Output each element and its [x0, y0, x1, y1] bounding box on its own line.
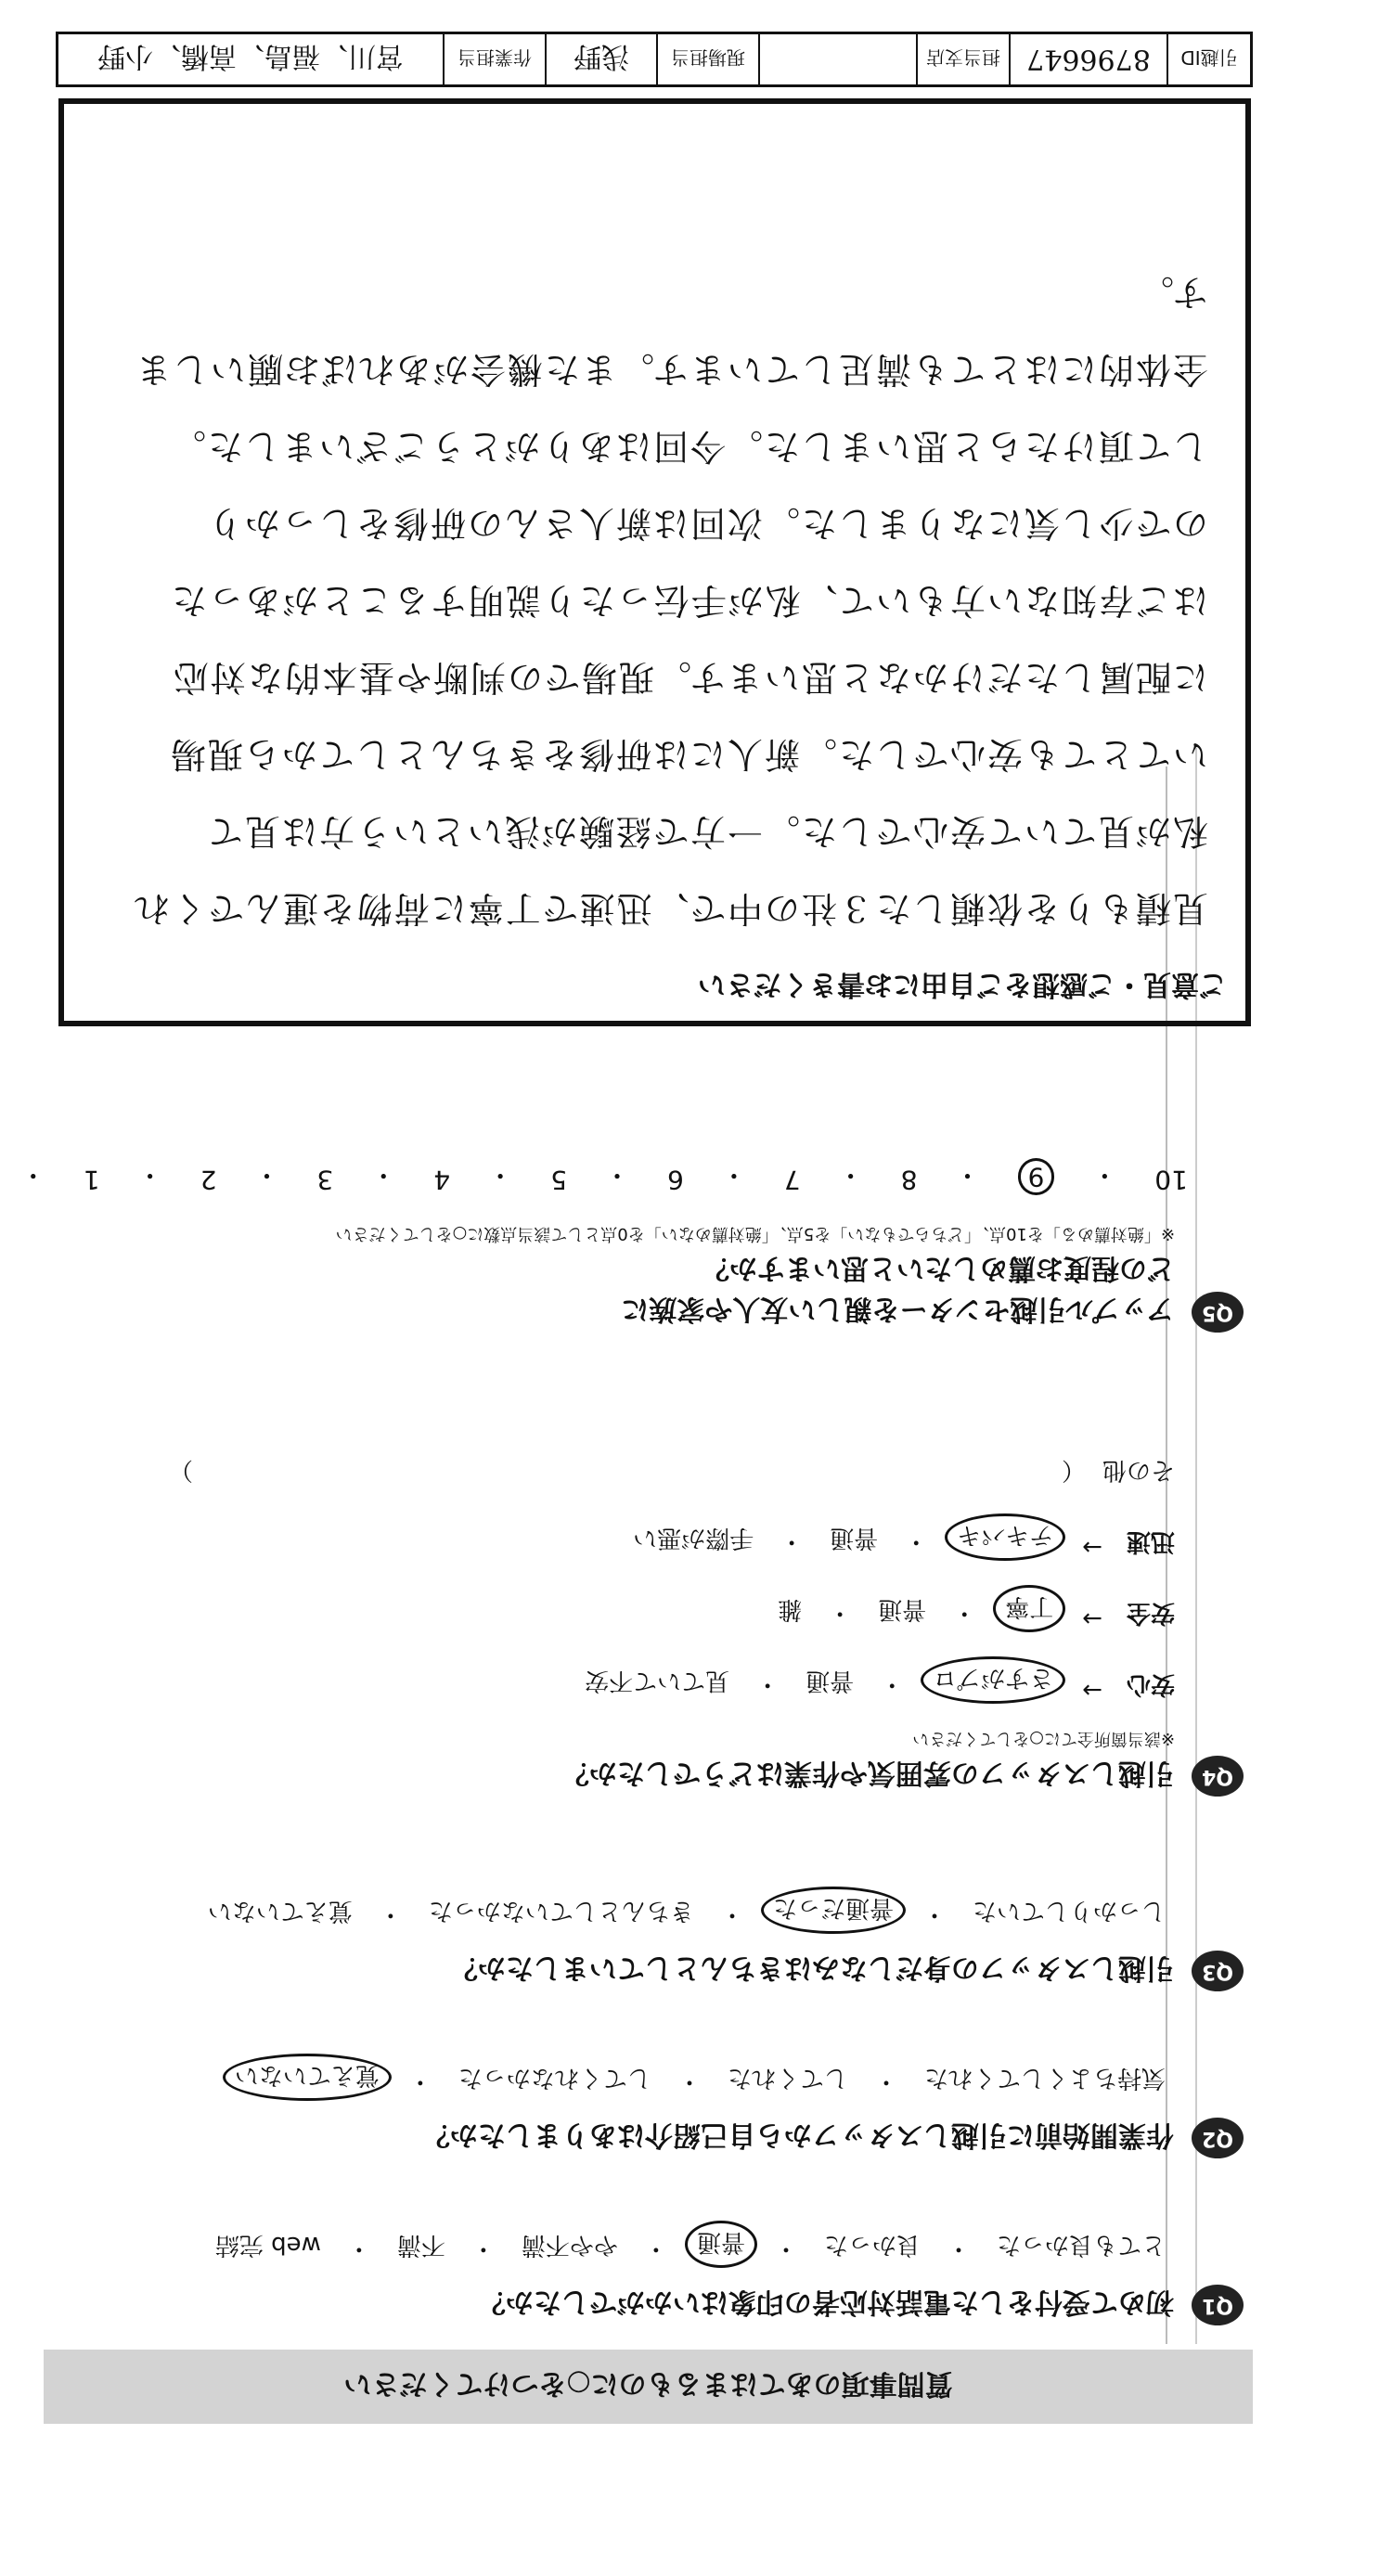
- q4-row-label: 安心: [1126, 1670, 1175, 1698]
- leader-value[interactable]: 浅野: [545, 34, 656, 84]
- q1-options: とても良かった ・ 良かった ・ 普通 ・ やや不満 ・ 不満 ・ web 完結: [130, 2221, 1175, 2268]
- q5-text-1: アップル引越センターを親しい友人や家族に: [621, 1293, 1174, 1325]
- question-1: [130, 2221, 1244, 2325]
- q4-option[interactable]: 普通: [830, 1524, 879, 1552]
- comment-title: ご意見・ご感想をご自由にお書きください: [698, 968, 1227, 1000]
- q4-option-selected[interactable]: テキパキ: [945, 1513, 1065, 1561]
- q3-option[interactable]: しっかりしていた: [972, 1897, 1166, 1925]
- branch-label: 担当支店: [916, 34, 1009, 84]
- comment-box: [58, 98, 1251, 1026]
- comment-line: ので少し気になりました。次回は新人さんの研修をしっかり: [205, 503, 1208, 544]
- q1-option[interactable]: とても良かった: [996, 2231, 1166, 2259]
- q2-option[interactable]: 気持ちよくしてくれた: [923, 2064, 1166, 2092]
- branch-value[interactable]: [758, 34, 916, 84]
- q4-row-label: 安全: [1126, 1599, 1175, 1627]
- comment-line: に配属しただけかなと思います。現場での判断や基本的な対応: [172, 657, 1208, 698]
- arrow-icon: →: [1082, 1604, 1102, 1632]
- q1-option[interactable]: やや不満: [521, 2231, 618, 2259]
- q4-row-other: その他 （ ）: [130, 1455, 1175, 1489]
- q4-row-anshin: 安心 → さすがプロ ・ 普通 ・ 見ていて不安: [130, 1656, 1175, 1704]
- q4-option[interactable]: 普通: [878, 1595, 927, 1623]
- score-10[interactable]: 10: [1154, 1165, 1188, 1195]
- q4-note: ※該当箇所全てに○をしてください: [912, 1729, 1175, 1748]
- q4-badge: Q4: [1192, 1756, 1244, 1797]
- instruction-text: 質問事項のあてはまるものに○をつけてください: [343, 2367, 953, 2400]
- q4-option[interactable]: 見ていて不安: [585, 1667, 730, 1694]
- instruction-banner: [44, 2350, 1253, 2424]
- q2-options: 気持ちよくしてくれた ・ してくれた ・ してくれなかった ・ 覚えていない: [130, 2054, 1175, 2101]
- q1-option-selected[interactable]: 普通: [685, 2221, 757, 2268]
- id-value[interactable]: 8796647: [1009, 34, 1166, 84]
- comment-line: いてとても安心でした。新人には研修をきちんとしてから現場: [168, 734, 1208, 775]
- comment-line: 全体的にはとても満足しています。また機会があればお願いします。: [135, 272, 1208, 390]
- q3-option[interactable]: きちんとしていなかった: [428, 1897, 694, 1925]
- q1-option[interactable]: 不満: [396, 2231, 445, 2259]
- arrow-icon: →: [1082, 1533, 1102, 1561]
- q4-option-selected[interactable]: 丁寧: [993, 1585, 1065, 1632]
- q3-text: 引越しスタッフの身だしなみはきちんとしていましたか？: [449, 1951, 1174, 1984]
- q4-row-anzen: 安全 → 丁寧 ・ 普通 ・ 雑: [130, 1585, 1175, 1632]
- q3-options: しっかりしていた ・ 普通だった ・ きちんとしていなかった ・ 覚えていない: [130, 1887, 1175, 1934]
- q4-option[interactable]: 普通: [806, 1667, 855, 1694]
- q4-other-label: その他: [1102, 1456, 1175, 1484]
- leader-label: 現場担当: [656, 34, 758, 84]
- staff-value[interactable]: 宮川、福島、高橋、小野: [97, 40, 404, 72]
- q4-option[interactable]: 手際が悪い: [633, 1524, 754, 1552]
- comment-line: 私が見ていて安心でした。一方で経験が浅いという方は見て: [205, 811, 1208, 852]
- comment-line: 見積もりを依頼した３社の中で、迅速で丁寧に荷物を運んでくれ: [132, 888, 1208, 929]
- staff-label: 作業担当: [443, 34, 545, 84]
- score-5[interactable]: 5: [550, 1165, 567, 1195]
- q3-option[interactable]: 覚えていない: [207, 1897, 353, 1925]
- q4-text: 引越しスタッフの雰囲気や作業はどうでしたか？: [561, 1757, 1174, 1789]
- score-1[interactable]: 1: [83, 1165, 100, 1195]
- q4-row-jinsoku: 迅速 → テキパキ ・ 普通 ・ 手際が悪い: [130, 1513, 1175, 1561]
- id-label: 引越ID: [1166, 34, 1250, 84]
- q5-scale: 10 ・ 9 ・ 8 ・ 7 ・ 6 ・ 5 ・ 4 ・ 3 ・ 2 ・ 1 ・: [19, 1160, 1188, 1195]
- comment-line: して頂けたらと思いました。今回はありがとうございました。: [168, 426, 1208, 467]
- score-8[interactable]: 8: [900, 1165, 918, 1195]
- q2-option-selected[interactable]: 覚えていない: [223, 2054, 392, 2101]
- q3-badge: Q3: [1192, 1951, 1244, 1991]
- q4-option[interactable]: 雑: [778, 1595, 803, 1623]
- q2-option[interactable]: してくれなかった: [458, 2064, 651, 2092]
- question-5: [19, 1158, 1244, 1333]
- q2-text: 作業開始前に引越しスタッフから自己紹介はありましたか？: [421, 2119, 1174, 2151]
- arrow-icon: →: [1082, 1676, 1102, 1704]
- q5-badge: Q5: [1192, 1292, 1244, 1333]
- q5-text-2: どの程度お薦めしたいと思いますか？: [702, 1252, 1175, 1284]
- q3-option-selected[interactable]: 普通だった: [761, 1887, 906, 1934]
- score-9-selected[interactable]: 9: [1018, 1158, 1055, 1195]
- question-3: [130, 1887, 1244, 1991]
- question-2: [130, 2054, 1244, 2158]
- q1-option[interactable]: 良かった: [823, 2231, 921, 2259]
- q4-option-selected[interactable]: さすがプロ: [921, 1656, 1065, 1704]
- q1-text: 初めて受付をした電話対応者の印象はいかがでしたか？: [477, 2286, 1174, 2318]
- comment-text[interactable]: [95, 253, 1208, 947]
- score-6[interactable]: 6: [666, 1165, 684, 1195]
- q2-option[interactable]: してくれた: [727, 2064, 848, 2092]
- score-4[interactable]: 4: [433, 1165, 451, 1195]
- score-3[interactable]: 3: [316, 1165, 334, 1195]
- info-table: [56, 32, 1253, 87]
- comment-line: はご存知ない方もいて、私が手伝ったり説明することがあった: [170, 580, 1208, 621]
- question-4: [130, 1455, 1244, 1797]
- score-2[interactable]: 2: [200, 1165, 217, 1195]
- q1-option[interactable]: web 完結: [214, 2231, 321, 2259]
- q5-note: ※「絶対薦める」を10点、「どちらでもない」を5点、「絶対薦めない」を0点として該当点数に○をしてください: [335, 1224, 1175, 1243]
- score-7[interactable]: 7: [783, 1165, 801, 1195]
- q1-badge: Q1: [1192, 2285, 1244, 2325]
- q4-row-label: 迅速: [1126, 1527, 1175, 1555]
- q2-badge: Q2: [1192, 2118, 1244, 2158]
- q4-other-blank[interactable]: [210, 1455, 1045, 1489]
